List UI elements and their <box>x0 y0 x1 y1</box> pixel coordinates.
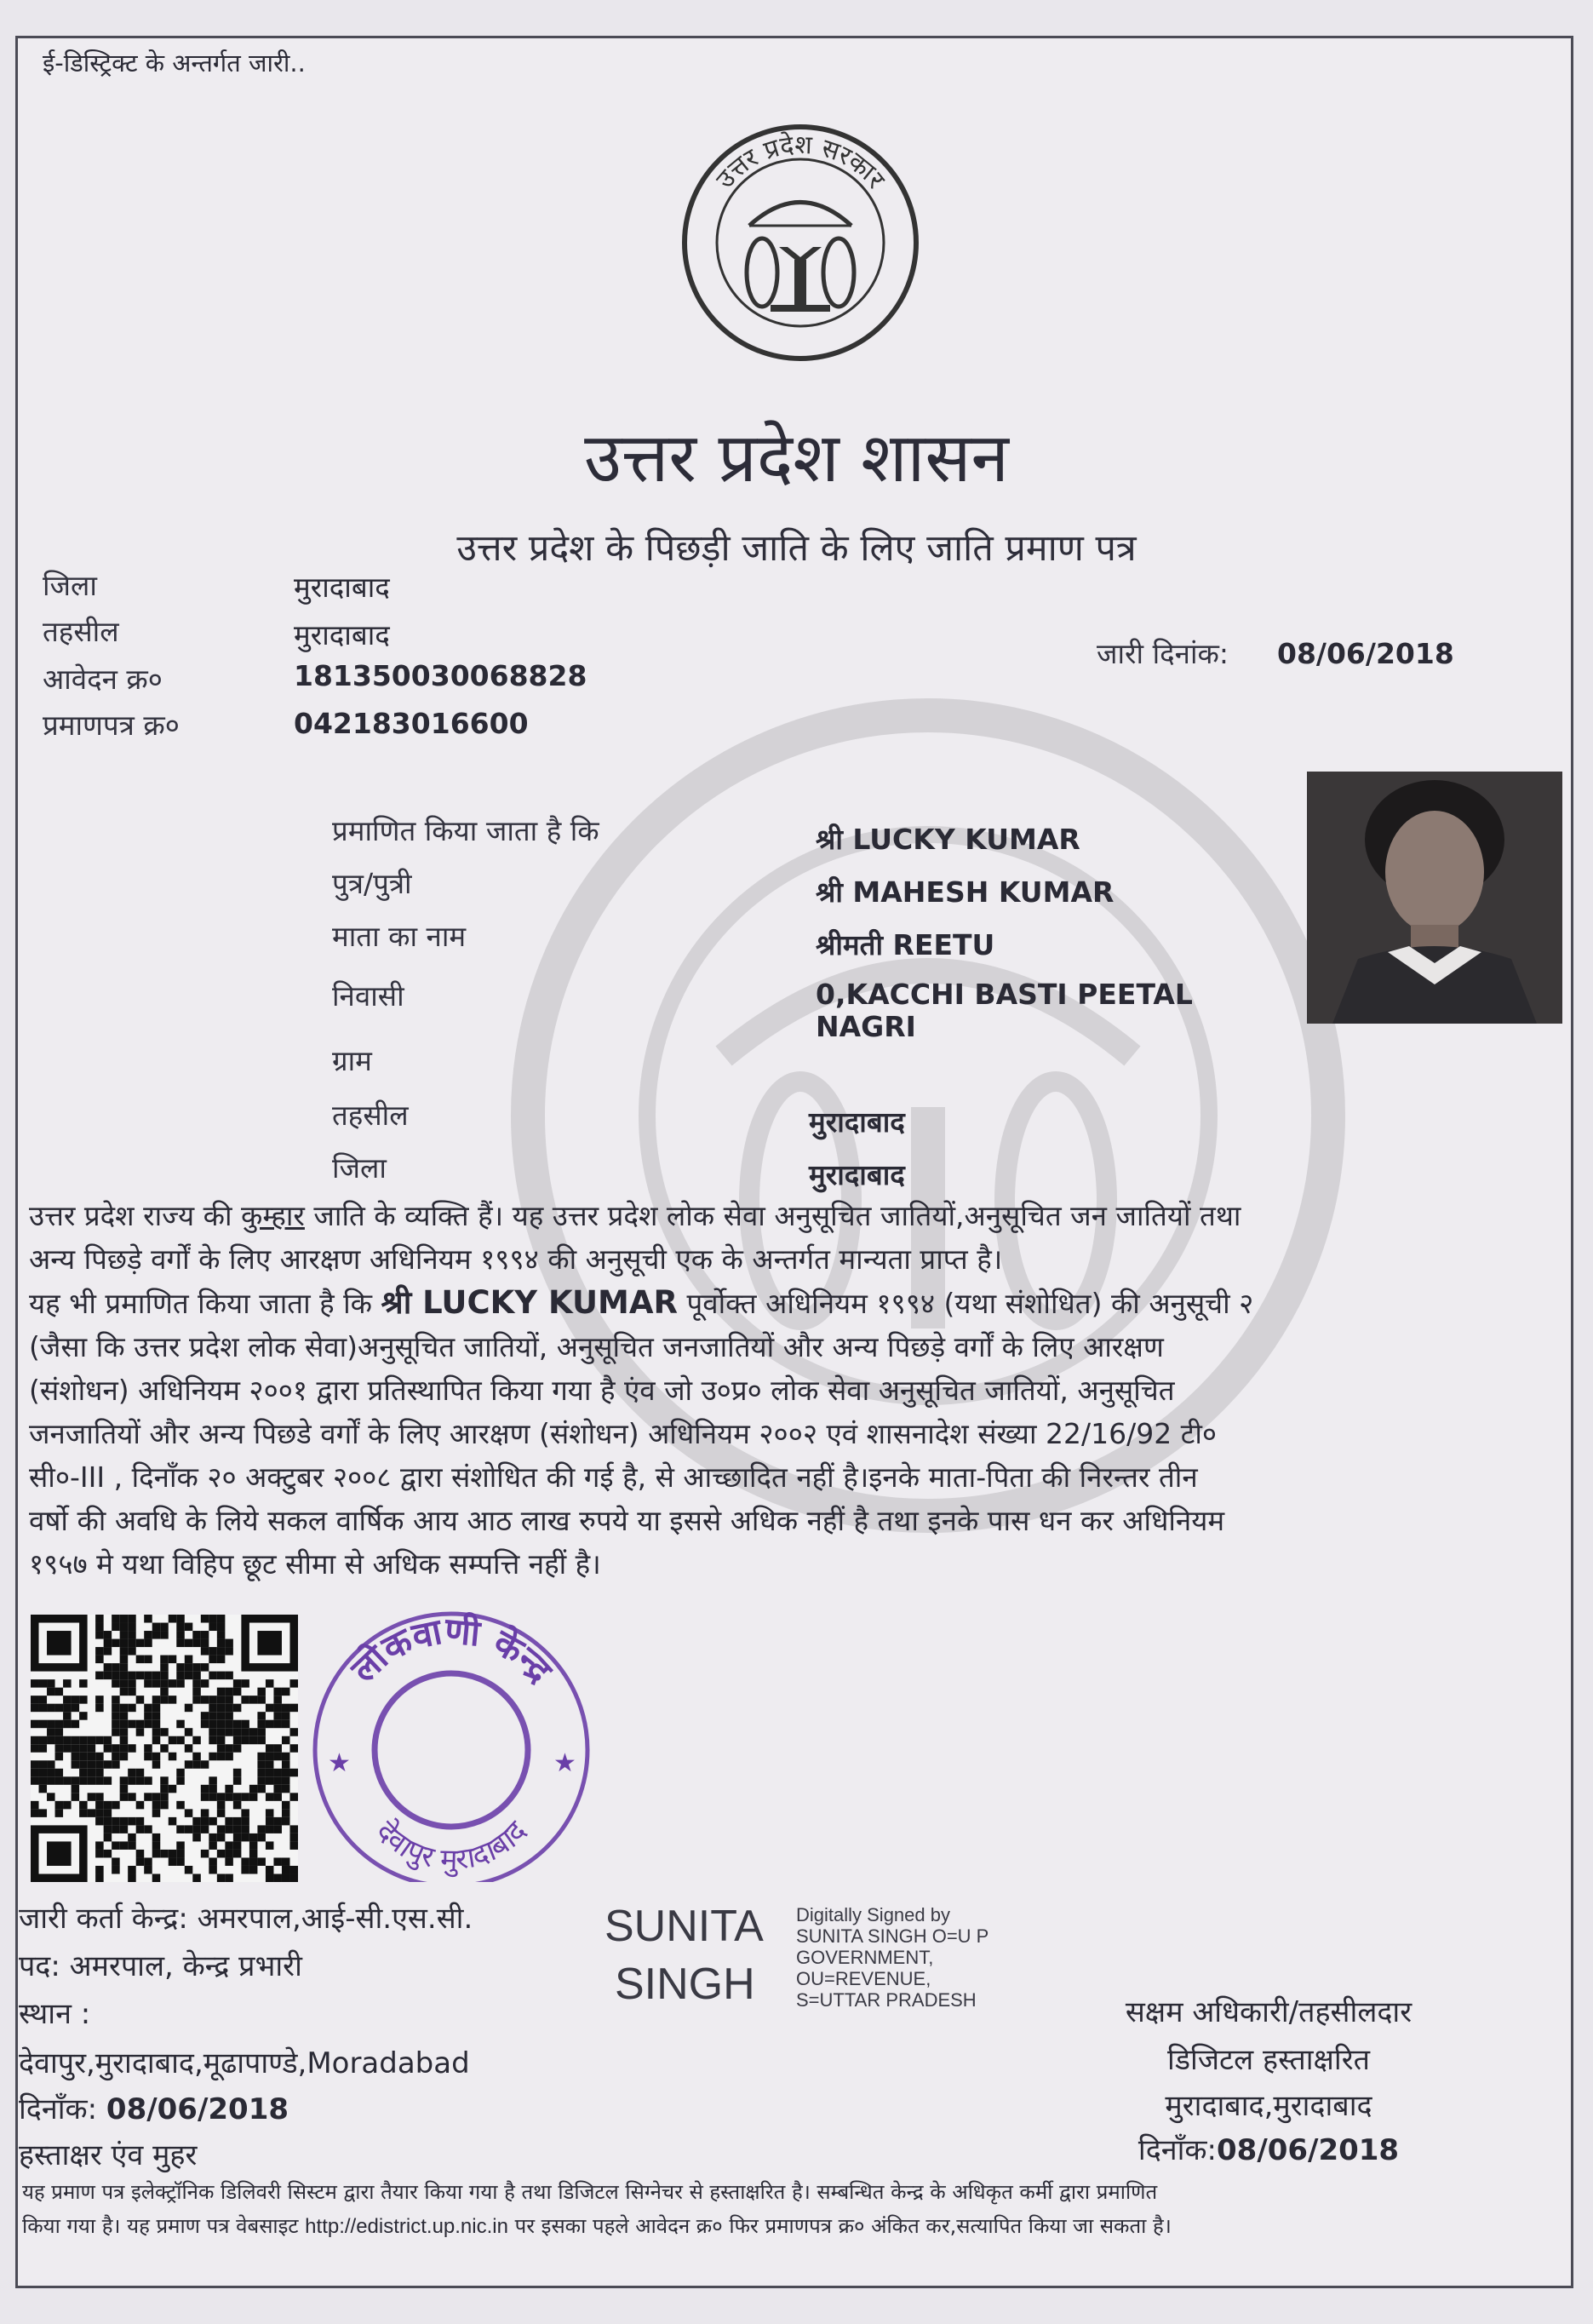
application-value: 181350030068828 <box>294 659 587 692</box>
details-tehsil-value: मुरादाबाद <box>809 1105 905 1139</box>
body-line2: अन्य पिछड़े वर्गों के लिए आरक्षण अधिनियम १९९४ की अनुसूची एक के अन्तर्गत मान्यता प्राप्त है। <box>29 1242 1003 1276</box>
body-line8: वर्षो की अवधि के लिये सकल वार्षिक आय आठ लाख रुपये या इससे अधिक नहीं है तथा इनके पास धन कर अधिनियम <box>29 1504 1225 1537</box>
mother-label: माता का नाम <box>332 920 467 953</box>
details-district-label: जिला <box>332 1151 387 1185</box>
applicant-photo <box>1307 772 1562 1024</box>
resident-value-line2: NAGRI <box>816 1010 916 1043</box>
svg-text:उत्तर प्रदेश सरकार: उत्तर प्रदेश सरकार <box>710 129 891 195</box>
stamp-seal-icon <box>294 1601 609 1882</box>
village-label: ग्राम <box>332 1044 372 1077</box>
certificate-label: प्रमाणपत्र क्र० <box>43 709 180 742</box>
signer-name-line2: SINGH <box>615 1960 755 2009</box>
authority-location: मुरादाबाद,मुरादाबाद <box>1165 2089 1372 2123</box>
body-line4: (जैसा कि उत्तर प्रदेश लोक सेवा)अनुसूचित जातियों, अनुसूचित जनजातियों और अन्य पिछड़े वर्गों के लिए आरक्षण <box>29 1330 1164 1363</box>
details-tehsil-label: तहसील <box>332 1099 409 1132</box>
issue-date-label: जारी दिनांक: <box>1097 637 1229 670</box>
body-line3-end: पूर्वोक्त अधिनियम १९९४ (यथा संशोधित) की अनुसूची २ <box>677 1287 1254 1320</box>
svg-text:★: ★ <box>328 1748 351 1778</box>
svg-text:★: ★ <box>553 1748 576 1778</box>
mother-value: श्रीमती REETU <box>816 928 995 961</box>
certified-label: प्रमाणित किया जाता है कि <box>332 814 599 847</box>
emblem-icon <box>677 119 924 366</box>
caste-name: कुम्हार <box>241 1199 305 1232</box>
page-title: उत्तर प्रदेश शासन <box>584 418 1009 497</box>
resident-value-line1: 0,KACCHI BASTI PEETAL <box>816 978 1193 1011</box>
district-label: जिला <box>43 569 97 602</box>
parent-label: पुत्र/पुत्री <box>332 867 412 900</box>
body-line1-start: उत्तर प्रदेश राज्य की <box>29 1199 242 1232</box>
authority-digital-signed: डिजिटल हस्ताक्षरित <box>1167 2043 1370 2077</box>
issuing-centre: जारी कर्ता केन्द्र: अमरपाल,आई-सी.एस.सी. <box>19 1902 473 1936</box>
issuer-date: दिनाँक: 08/06/2018 <box>19 2092 289 2126</box>
authority-date: दिनाँक:08/06/2018 <box>1137 2133 1400 2167</box>
certificate-value: 042183016600 <box>294 707 529 740</box>
resident-label: निवासी <box>332 979 404 1013</box>
svg-text:लोकवाणी केन्द्र: लोकवाणी केन्द्र <box>342 1609 561 1691</box>
body-line5: (संशोधन) अधिनियम २००१ द्वारा प्रतिस्थापित किया गया है एंव जो उ०प्र० लोक सेवा अनुसूचित जातियों, अनुसूचित <box>29 1374 1175 1407</box>
application-label: आवेदन क्र० <box>43 663 163 696</box>
district-value: मुरादाबाद <box>294 571 390 604</box>
certificate-body <box>29 1194 1561 1586</box>
disclaimer-line1: यह प्रमाण पत्र इलेक्ट्रॉनिक डिलिवरी सिस्टम द्वारा तैयार किया गया है तथा डिजिटल सिग्नेचर से हस्ताक्षरित है। सम्बन्धित केन्द्र के अधिकृत कर्मी द्वारा प्रमाणित <box>22 2180 1158 2204</box>
issue-date-value: 08/06/2018 <box>1277 637 1454 670</box>
authority-title: सक्षम अधिकारी/तहसीलदार <box>1125 1995 1412 2029</box>
body-line1-end: जाति के व्यक्ति हैं। यह उत्तर प्रदेश लोक सेवा अनुसूचित जातियों,अनुसूचित जन जातियों तथा <box>304 1199 1241 1232</box>
body-line3-start: यह भी प्रमाणित किया जाता है कि <box>29 1287 381 1320</box>
signer-name-line1: SUNITA <box>605 1902 764 1951</box>
tehsil-value: मुरादाबाद <box>294 618 390 651</box>
details-district-value: मुरादाबाद <box>809 1158 905 1191</box>
place-label: स्थान : <box>19 1997 91 2031</box>
verification-link[interactable]: http://edistrict.up.nic.in <box>305 2215 508 2238</box>
qr-code-icon <box>31 1615 298 1882</box>
body-line6: जनजातियों और अन्य पिछडे वर्गों के लिए आरक्षण (संशोधन) अधिनियम २००२ एवं शासनादेश संख्या 22/16/92 टी० <box>29 1417 1218 1450</box>
body-applicant-name: श्री LUCKY KUMAR <box>381 1284 678 1321</box>
body-line9: १९५७ मे यथा विहिप छूट सीमा से अधिक सम्पत्ति नहीं है। <box>29 1547 601 1581</box>
svg-text:देवापुर मुरादाबाद: देवापुर मुरादाबाद <box>369 1814 534 1878</box>
issuer-post: पद: अमरपाल, केन्द्र प्रभारी <box>19 1949 302 1983</box>
digital-signature-info: Digitally Signed by SUNITA SINGH O=U P GOVERNMENT, OU=REVENUE, S=UTTAR PRADESH <box>796 1904 989 2011</box>
certified-value: श्री LUCKY KUMAR <box>816 823 1080 856</box>
place-value: देवापुर,मुरादाबाद,मूढापाण्डे,Moradabad <box>19 2046 470 2080</box>
person-photo-icon <box>1307 772 1562 1024</box>
page-subtitle: उत्तर प्रदेश के पिछड़ी जाति के लिए जाति प्रमाण पत्र <box>456 527 1137 570</box>
disclaimer: यह प्रमाण पत्र इलेक्ट्रॉनिक डिलिवरी सिस्टम द्वारा तैयार किया गया है तथा डिजिटल सिग्नेचर से हस्ताक्षरित है। सम्बन्धित केन्द्र के अधिकृत कर्मी द्वारा प्रमाणित किया गया है। यह प्रमाण पत्र वेबसाइट http://edistrict.up.nic.in पर इसका पहले आवेदन क्र० फिर प्रमाणपत्र क्र० अंकित कर,सत्यापित किया जा सकता है। <box>22 2175 1572 2244</box>
tehsil-label: तहसील <box>43 615 119 648</box>
signature-seal-label: हस्ताक्षर एंव मुहर <box>19 2138 198 2172</box>
body-line7: सी०-III , दिनाँक २० अक्टुबर २००८ द्वारा संशोधित की गई है, से आच्छादित नहीं है।इनके माता-पिता की निरन्तर तीन <box>29 1460 1198 1494</box>
top-note: ई-डिस्ट्रिक्ट के अन्तर्गत जारी.. <box>43 49 306 77</box>
parent-value: श्री MAHESH KUMAR <box>816 875 1115 909</box>
